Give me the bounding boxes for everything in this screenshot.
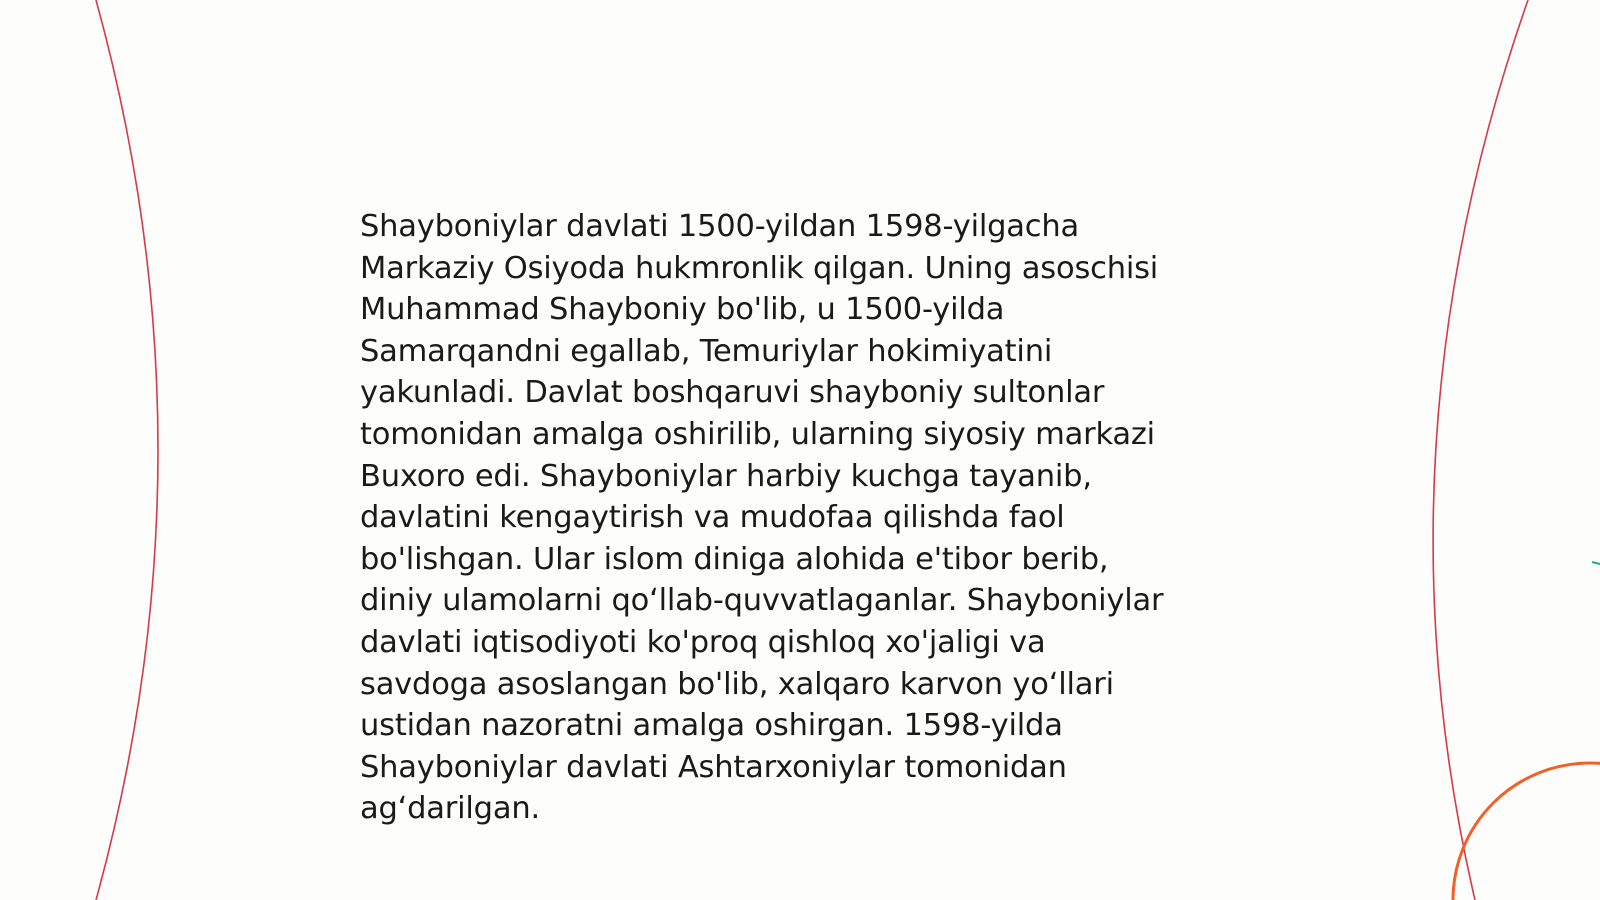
text-line: ag‘darilgan.: [360, 791, 540, 827]
text-line: yakunladi. Davlat boshqaruvi shayboniy sultonlar: [360, 375, 1105, 411]
text-line: davlatini kengaytirish va mudofaa qilishda faol: [360, 500, 1065, 536]
text-line: Markaziy Osiyoda hukmronlik qilgan. Uning asoschisi: [360, 250, 1159, 286]
text-line: davlati iqtisodiyoti ko'proq qishloq xo'jaligi va: [360, 624, 1046, 660]
text-line: diniy ulamolarni qo‘llab-quvvatlaganlar. Shayboniylar: [360, 583, 1164, 619]
text-line: Buxoro edi. Shayboniylar harbiy kuchga tayanib,: [360, 458, 1092, 494]
left-arc-line: [96, 0, 158, 900]
text-line: bo'lishgan. Ular islom diniga alohida e'tibor berib,: [360, 541, 1109, 577]
text-line: Muhammad Shayboniy bo'lib, u 1500-yilda: [360, 292, 1005, 328]
text-line: Shayboniylar davlati 1500-yildan 1598-yilgacha: [360, 209, 1079, 244]
body-paragraph: [360, 206, 1240, 830]
text-line: Samarqandni egallab, Temuriylar hokimiyatini: [360, 333, 1053, 369]
right-arc-line: [1433, 0, 1528, 900]
orange-circle-outline: [1453, 763, 1600, 900]
teal-accent-mark: [1592, 562, 1600, 564]
text-line: Shayboniylar davlati Ashtarxoniylar tomonidan: [360, 749, 1067, 785]
text-line: savdoga asoslangan bo'lib, xalqaro karvon yo‘llari: [360, 666, 1114, 702]
text-line: ustidan nazoratni amalga oshirgan. 1598-yilda: [360, 708, 1063, 744]
text-line: tomonidan amalga oshirilib, ularning siyosiy markazi: [360, 416, 1155, 452]
